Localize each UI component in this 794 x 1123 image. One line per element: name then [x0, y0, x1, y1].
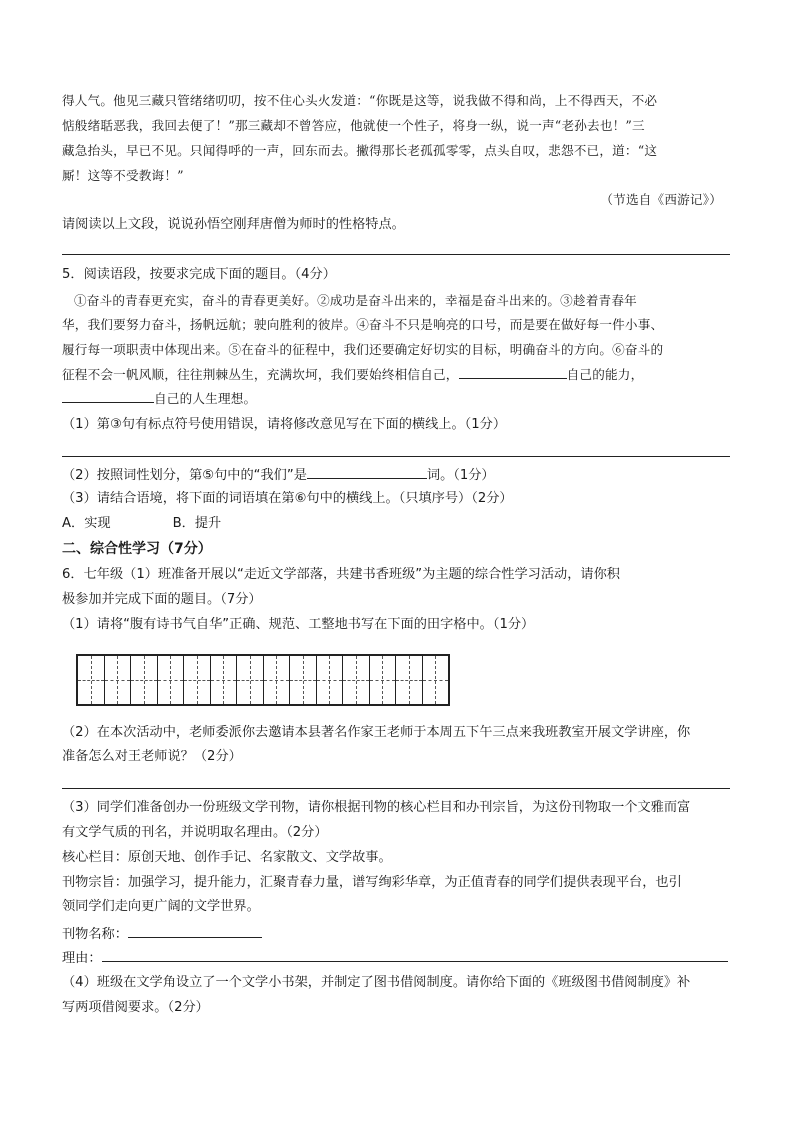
grid-cell[interactable] [264, 656, 291, 704]
section-2-heading: 二、综合性学习（7分） [62, 541, 212, 557]
passage-line-3: 藏急抬头，早已不见。只闻得呼的一声，回东而去。撇得那长老孤孤零零，点头自叹，悲怨不已，道：“这 [62, 143, 658, 158]
answer-line-q5-1[interactable] [62, 456, 730, 457]
q5-sub-1: （1）第③句有标点符号使用错误，请将修改意见写在下面的横线上。（1分） [62, 417, 507, 432]
journal-name-blank[interactable] [128, 925, 262, 938]
option-b: B．提升 [172, 516, 222, 531]
fill-blank-1[interactable] [459, 366, 567, 379]
passage-line-4: 厮！这等不受教诲！” [62, 168, 184, 183]
journal-aim-line-2: 领同学们走向更广阔的文学世界。 [62, 899, 260, 914]
fill-blank-2[interactable] [62, 390, 154, 403]
q6-sub-4-line-1: （4）班级在文学角设立了一个文学小书架，并制定了图书借阅制度。请你给下面的《班级图书借阅制度》补 [62, 975, 691, 990]
journal-aim-line-1: 刊物宗旨：加强学习，提升能力，汇聚青春力量，谱写绚彩华章，为正值青春的同学们提供表现平台，也引 [62, 875, 682, 890]
q5-para-4-text: 征程不会一帆风顺，往往荆棘丛生，充满坎坷，我们要始终相信自己， [62, 367, 459, 382]
grid-cell[interactable] [105, 656, 132, 704]
journal-name-label: 刊物名称： [62, 927, 128, 942]
q5-para-5-text: 自己的人生理想。 [154, 391, 257, 406]
q5-para-5 [62, 390, 732, 408]
journal-name-row [62, 925, 732, 944]
q5-sub-2-text: （2）按照词性划分，第⑤句中的“我们”是 [62, 468, 307, 483]
q5-sub-3: （3）请结合语境，将下面的词语填在第⑥句中的横线上。（只填序号）（2分） [62, 491, 513, 506]
grid-cell[interactable] [290, 656, 317, 704]
grid-cell[interactable] [370, 656, 397, 704]
q5-sub-2-tail: 词。（1分） [426, 468, 495, 483]
q6-sub-3-line-2: 有文学气质的刊名，并说明取名理由。（2分） [62, 825, 328, 840]
option-a: A．实现 [62, 516, 111, 531]
answer-line-q6-2[interactable] [62, 788, 730, 789]
q5-para-4-tail: 自己的能力， [566, 367, 644, 382]
tianzige-grid[interactable] [76, 654, 450, 706]
grid-cell[interactable] [131, 656, 158, 704]
q6-sub-3-line-1: （3）同学们准备创办一份班级文学刊物，请你根据刊物的核心栏目和办刊宗旨，为这份刊物取一个文雅而富 [62, 800, 691, 815]
grid-cell[interactable] [78, 656, 105, 704]
reason-row [62, 949, 732, 968]
q5-para-4 [62, 366, 732, 384]
q6-sub-4-line-2: 写两项借阅要求。（2分） [62, 1000, 209, 1015]
passage-line-2: 惦般绪聒恶我，我回去便了！”那三藏却不曾答应，他就使一个性子，将身一纵，说一声“老孙去也！”三 [62, 118, 645, 133]
q6-sub-2-line-1: （2）在本次活动中，老师委派你去邀请本县著名作家王老师于本周五下午三点来我班教室开展文学讲座，你 [62, 725, 691, 740]
q6-sub-2-line-2: 准备怎么对王老师说？（2分） [62, 749, 242, 764]
q6-intro-1: 6．七年级（1）班准备开展以“走近文学部落，共建书香班级”为主题的综合性学习活动，请你积 [62, 567, 620, 582]
q6-sub-1: （1）请将“腹有诗书气自华”正确、规范、工整地书写在下面的田字格中。（1分） [62, 617, 535, 632]
grid-cell[interactable] [396, 656, 423, 704]
answer-line-q4[interactable] [62, 254, 730, 255]
grid-cell[interactable] [184, 656, 211, 704]
grid-cell[interactable] [343, 656, 370, 704]
q5-sub-2 [62, 466, 732, 485]
q5-title: 5．阅读语段，按要求完成下面的题目。（4分） [62, 267, 336, 282]
reason-label: 理由： [62, 951, 102, 966]
q5-para-1: ①奋斗的青春更充实，奋斗的青春更美好。②成功是奋斗出来的，幸福是奋斗出来的。③趁着青春年 [74, 293, 637, 308]
q4-prompt: 请阅读以上文段，说说孙悟空刚拜唐僧为师时的性格特点。 [62, 217, 405, 232]
q5-para-3: 履行每一项职责中体现出来。⑤在奋斗的征程中，我们还要确定好切实的目标，明确奋斗的方向。⑥奋斗的 [62, 342, 664, 357]
grid-cell[interactable] [423, 656, 449, 704]
passage-line-1: 得人气。他见三藏只管绪绪叨叨，按不住心头火发道：“你既是这等，说我做不得和尚，上不得西天，不必 [62, 93, 658, 108]
core-columns: 核心栏目：原创天地、创作手记、名家散文、文学故事。 [62, 850, 392, 865]
passage-source: （节选自《西游记》） [600, 192, 722, 207]
q5-para-2: 华，我们要努力奋斗，扬帆远航；驶向胜利的彼岸。④奋斗不只是响亮的口号，而是要在做好每一件小事、 [62, 317, 664, 332]
reason-blank[interactable] [102, 949, 728, 962]
q6-intro-2: 极参加并完成下面的题目。（7分） [62, 592, 262, 607]
q5-options [62, 515, 732, 533]
grid-cell[interactable] [211, 656, 238, 704]
grid-cell[interactable] [317, 656, 344, 704]
fill-blank-word-class[interactable] [307, 466, 427, 479]
grid-cell[interactable] [237, 656, 264, 704]
grid-cell[interactable] [158, 656, 185, 704]
